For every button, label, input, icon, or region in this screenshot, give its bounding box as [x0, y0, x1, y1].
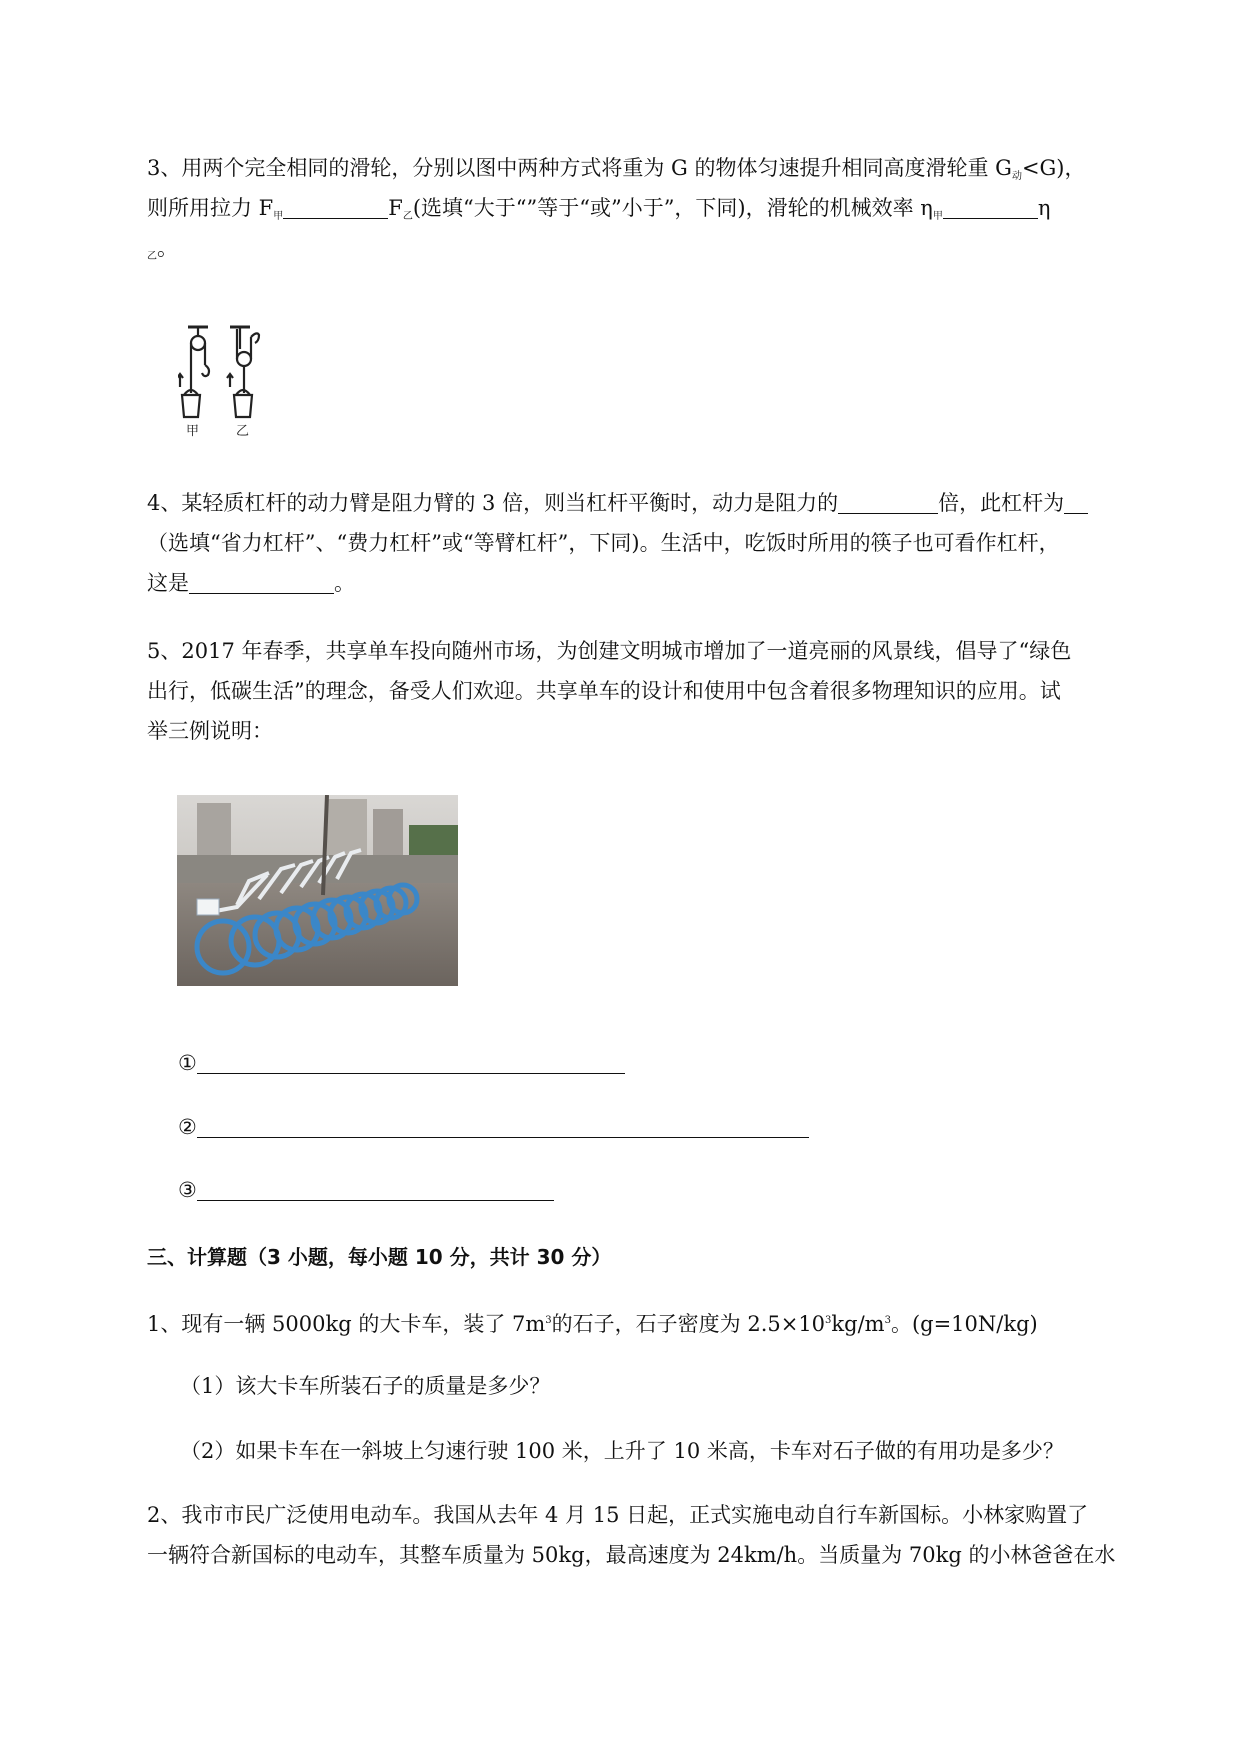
pulley-figure [178, 325, 278, 437]
q5-line-2: 出行，低碳生活”的理念，备受人们欢迎。共享单车的设计和使用中包含着很多物理知识的应用。试 [147, 679, 1061, 703]
calc1-sub-1: （1）该大卡车所装石子的质量是多少？ [180, 1374, 551, 1398]
q4-line-2: （选填“省力杠杆”、“费力杠杆”或“等臂杠杆”，下同)。生活中，吃饭时所用的筷子也可看作杠杆， [147, 531, 1060, 555]
section-heading-calculation: 三、计算题（3 小题，每小题 10 分，共计 30 分） [147, 1245, 612, 1269]
q5-answer-2: ② [178, 1112, 809, 1142]
q3-blank-efficiency[interactable] [943, 196, 1038, 219]
q5-answer-1: ① [178, 1048, 625, 1078]
q4-blank-chopsticks[interactable] [189, 571, 334, 594]
q4-line-3: 这是 。 [147, 571, 355, 595]
calc1-line-1: 1、现有一辆 5000kg 的大卡车，装了 $7m^3$的石子，石子密度为 $2.5\times 10^3kg/m^3$。(g=10N/kg) [147, 1312, 1038, 1336]
fig-label-yi: 乙 [236, 424, 250, 437]
q5-answer-blank-1[interactable] [197, 1051, 625, 1074]
q4-blank-ratio[interactable] [838, 491, 938, 514]
q3-line-3: $_乙$。 [147, 236, 178, 262]
q5-answer-3: ③ [178, 1175, 554, 1205]
calc2-line-2: 一辆符合新国标的电动车，其整车质量为 50kg，最高速度为 24km/h。当质量为 70kg 的小林爸爸在水 [147, 1543, 1116, 1567]
q3-line-1: 3、用两个完全相同的滑轮，分别以图中两种方式将重为 G 的物体匀速提升相同高度滑轮重 $G_动<G$)， [147, 156, 1086, 182]
q4-line-1: 4、某轻质杠杆的动力臂是阻力臂的 3 倍，则当杠杆平衡时，动力是阻力的 倍，此杠杆为 [147, 488, 1088, 518]
q5-answer-blank-3[interactable] [197, 1178, 554, 1201]
q3-subscript-dong: 动 [1011, 171, 1022, 182]
shared-bikes-photo [177, 795, 458, 986]
q3-line-2: 则所用拉力 $F_甲$ $F_乙$(选填“大于“”等于“或”小于”，下同)，滑轮的机械效率 $\eta_甲$ η [147, 196, 1051, 222]
q4-blank-lever-type[interactable] [1064, 491, 1088, 514]
calc1-sub-2: （2）如果卡车在一斜坡上匀速行驶 100 米，上升了 10 米高，卡车对石子做的有用功是多少？ [180, 1439, 1064, 1463]
q5-line-1: 5、2017 年春季，共享单车投向随州市场，为创建文明城市增加了一道亮丽的风景线，倡导了“绿色 [147, 639, 1072, 663]
q3-blank-force[interactable] [283, 196, 388, 219]
calc2-line-1: 2、我市市民广泛使用电动车。我国从去年 4 月 15 日起，正式实施电动自行车新国标。小林家购置了 [147, 1503, 1089, 1527]
q5-answer-blank-2[interactable] [197, 1115, 809, 1138]
fig-label-jia: 甲 [186, 424, 200, 437]
q5-line-3: 举三例说明： [147, 719, 273, 743]
